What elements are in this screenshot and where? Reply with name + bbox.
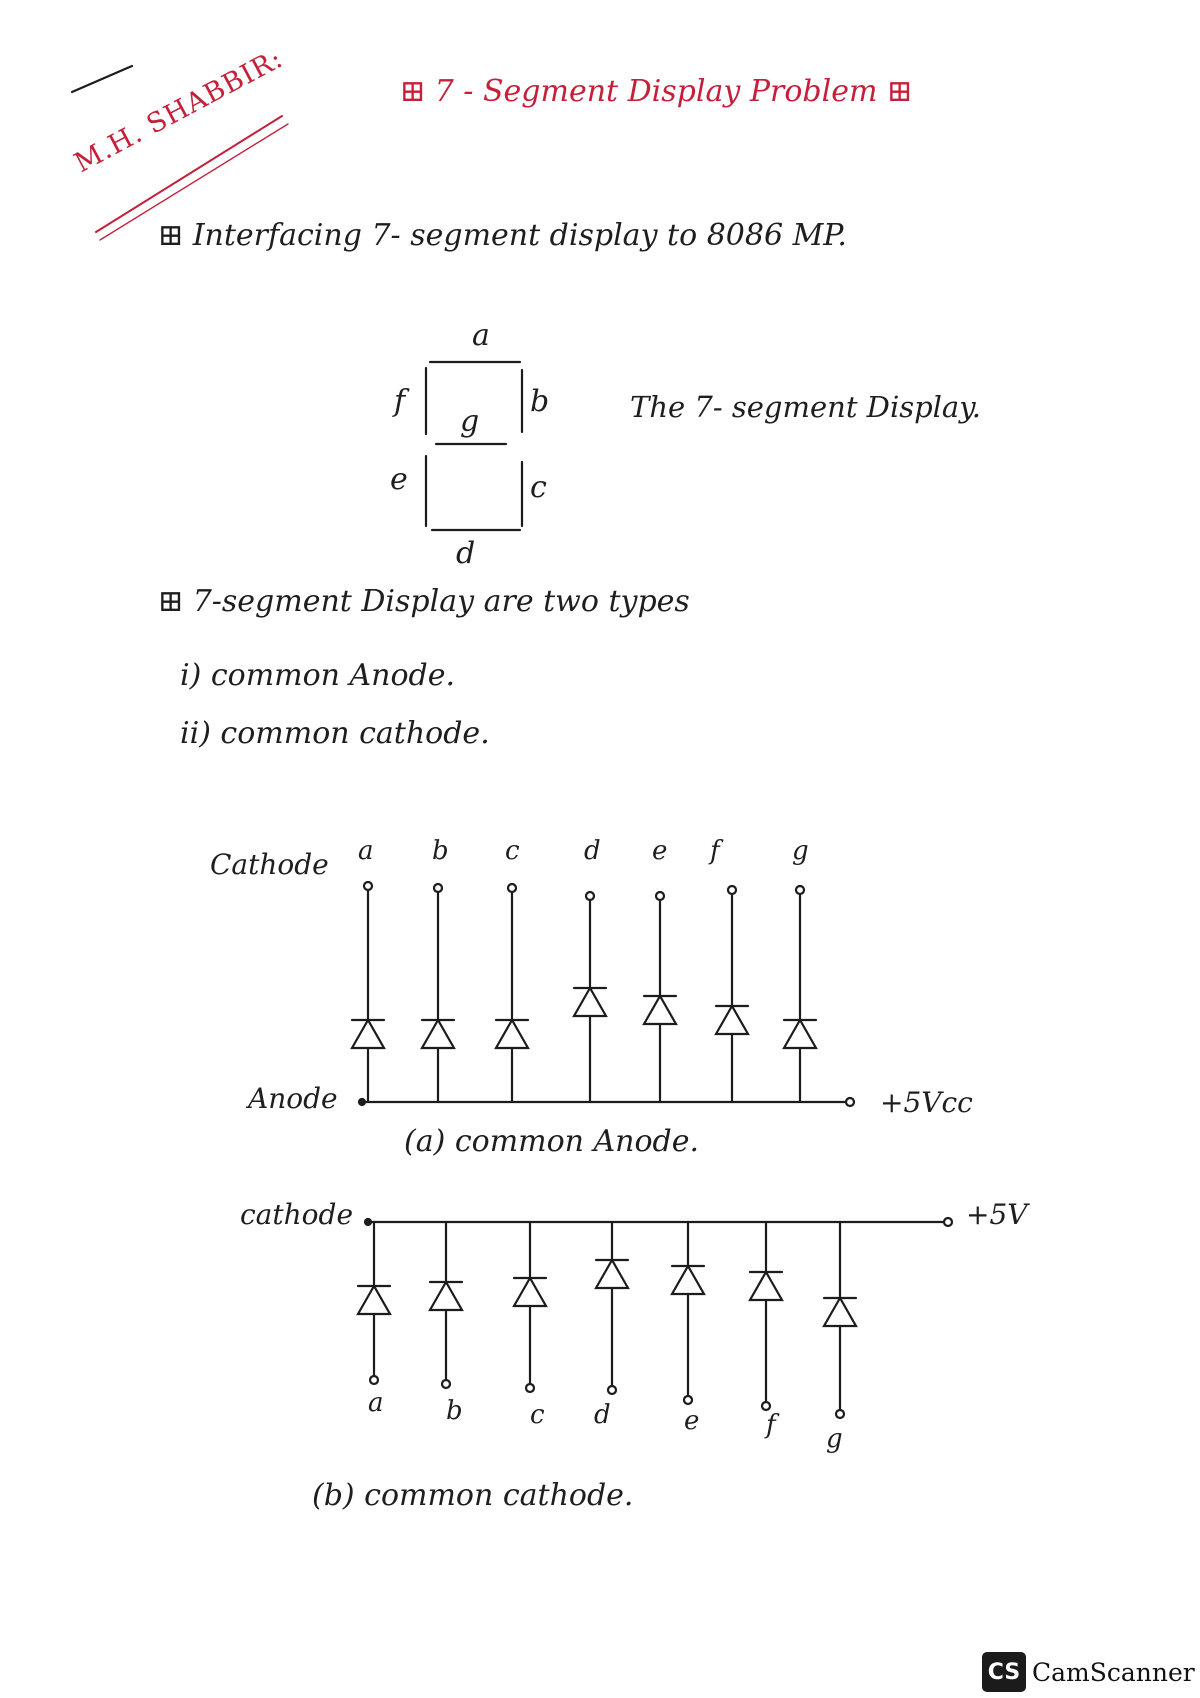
author-name: M.H. SHABBIR:: [69, 43, 289, 179]
cathode-pin-terminal-c: [526, 1384, 534, 1392]
anode-pin-label-a: a: [358, 836, 374, 866]
cathode-diode-triangle-a: [358, 1286, 390, 1314]
cathode-pin-terminal-g: [836, 1410, 844, 1418]
box-bullet-icon: ⊞: [158, 584, 193, 619]
anode-supply-label: +5Vcc: [880, 1086, 973, 1119]
segment-label-f: f: [394, 384, 406, 419]
anode-diode-triangle-a: [352, 1020, 384, 1048]
anode-diode-c: [496, 884, 528, 1102]
cathode-diode-triangle-g: [824, 1298, 856, 1326]
types-heading: ⊞ 7-segment Display are two types: [158, 584, 690, 619]
cathode-diode-triangle-c: [514, 1278, 546, 1306]
segment-label-g: g: [460, 404, 480, 439]
anode-pin-terminal-d: [586, 892, 594, 900]
box-bullet-icon: ⊞: [158, 218, 193, 253]
anode-diode-d: [574, 892, 606, 1102]
anode-pin-terminal-b: [434, 884, 442, 892]
anode-diode-e: [644, 892, 676, 1102]
anode-pin-label-e: e: [652, 836, 668, 866]
author-underline: [96, 116, 282, 232]
type-item-common-cathode: ii) common cathode.: [180, 716, 490, 751]
anode-diode-triangle-f: [716, 1006, 748, 1034]
cathode-pin-label-b: b: [446, 1396, 463, 1426]
anode-pin-label-c: c: [505, 836, 520, 866]
anode-diode-triangle-d: [574, 988, 606, 1016]
anode-bus-start-dot: [359, 1099, 365, 1105]
type-item-common-anode: i) common Anode.: [180, 658, 456, 693]
segment-label-a: a: [472, 318, 490, 353]
cathode-pin-terminal-b: [442, 1380, 450, 1388]
anode-diode-b: [422, 884, 454, 1102]
anode-diode-triangle-e: [644, 996, 676, 1024]
common-cathode-caption: (b) common cathode.: [312, 1478, 634, 1513]
common-anode-caption: (a) common Anode.: [404, 1124, 700, 1159]
anode-pin-label-d: d: [584, 836, 601, 866]
pen-mark: [72, 66, 132, 92]
anode-pin-label-b: b: [432, 836, 449, 866]
box-bullet-icon: ⊞: [877, 74, 913, 109]
cathode-pin-label-c: c: [530, 1400, 545, 1430]
cathode-pin-label-f: f: [766, 1410, 776, 1440]
cathode-diode-triangle-b: [430, 1282, 462, 1310]
cathode-pin-label-a: a: [368, 1388, 384, 1418]
page-title: ⊞ 7 - Segment Display Problem ⊞: [400, 74, 913, 109]
camscanner-logo-icon: CS: [982, 1652, 1026, 1692]
anode-pin-terminal-e: [656, 892, 664, 900]
anode-diode-triangle-g: [784, 1020, 816, 1048]
anode-diode-triangle-c: [496, 1020, 528, 1048]
anode-pin-terminal-g: [796, 886, 804, 894]
anode-pin-terminal-f: [728, 886, 736, 894]
anode-pin-label-f: f: [710, 836, 720, 866]
cathode-diode-d: [596, 1222, 628, 1394]
segment-label-d: d: [456, 536, 476, 571]
camscanner-text: CamScanner: [1032, 1657, 1195, 1687]
segment-label-b: b: [530, 384, 550, 419]
cathode-diode-e: [672, 1222, 704, 1404]
cathode-pin-label-e: e: [684, 1406, 700, 1436]
cathode-diode-c: [514, 1222, 546, 1392]
cathode-pin-terminal-d: [608, 1386, 616, 1394]
anode-pin-terminal-a: [364, 882, 372, 890]
cathode-pin-terminal-a: [370, 1376, 378, 1384]
anode-diode-a: [352, 882, 384, 1102]
cathode-pin-label-g: g: [826, 1424, 843, 1454]
cathode-supply-terminal: [944, 1218, 952, 1226]
section-heading: ⊞ Interfacing 7- segment display to 8086 MP.: [158, 218, 847, 253]
cathode-diode-triangle-d: [596, 1260, 628, 1288]
segment-display-caption: The 7- segment Display.: [630, 390, 981, 424]
cathode-bus-start-dot: [365, 1219, 371, 1225]
cathode-diode-g: [824, 1222, 856, 1418]
cathode-supply-label: +5V: [966, 1198, 1028, 1231]
anode-diode-g: [784, 886, 816, 1102]
box-bullet-icon: ⊞: [400, 74, 435, 109]
common-cathode-diagram: [358, 1218, 952, 1418]
cathode-diode-triangle-f: [750, 1272, 782, 1300]
segment-label-c: c: [530, 470, 547, 505]
camscanner-watermark: [982, 1652, 1195, 1692]
anode-diode-f: [716, 886, 748, 1102]
cathode-diode-b: [430, 1222, 462, 1388]
cathode-diode-triangle-e: [672, 1266, 704, 1294]
seven-segment-figure: [426, 362, 522, 530]
anode-pin-terminal-c: [508, 884, 516, 892]
segment-label-e: e: [390, 462, 408, 497]
author-underline-2: [100, 124, 288, 240]
anode-diagram-cathode-label: Cathode: [210, 848, 329, 881]
cathode-diagram-cathode-label: cathode: [240, 1198, 354, 1231]
anode-pin-label-g: g: [792, 836, 809, 866]
cathode-pin-terminal-f: [762, 1402, 770, 1410]
cathode-diode-f: [750, 1222, 782, 1410]
common-anode-diagram: [352, 882, 854, 1106]
cathode-pin-terminal-e: [684, 1396, 692, 1404]
cathode-diode-a: [358, 1222, 390, 1384]
cathode-pin-label-d: d: [594, 1400, 611, 1430]
anode-supply-terminal: [846, 1098, 854, 1106]
anode-diode-triangle-b: [422, 1020, 454, 1048]
anode-diagram-anode-label: Anode: [248, 1082, 338, 1115]
